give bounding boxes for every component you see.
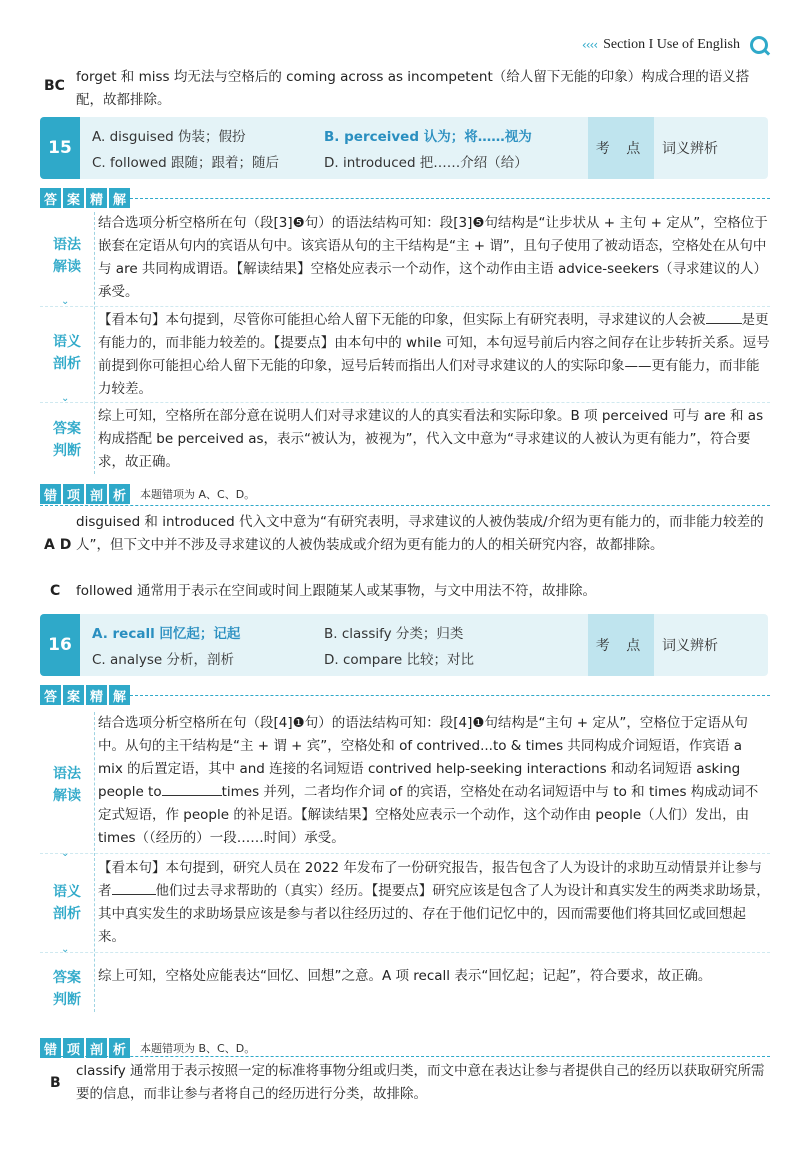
blank-line — [112, 894, 156, 895]
chevron-down-icon: ⌄ — [61, 848, 70, 859]
chevron-down-icon: ⌄ — [61, 296, 70, 307]
kaodian-label: 考 点 — [588, 117, 654, 179]
kaodian-label: 考 点 — [588, 614, 654, 676]
answer-judge-text: 综上可知，空格所在部分意在说明人们对寻求建议的人的真实看法和实际印象。B 项 perceived 可与 are 和 as 构成搭配 be perceived as，表示“被认为，被视为”，代入文中意为“寻求建议的人被认为更有能力”，符合要求，故正确。 — [98, 408, 764, 470]
semantic-label: 语义 剖析 — [53, 884, 81, 922]
divider — [40, 402, 770, 403]
grammar-label: 语法 解读 — [53, 766, 81, 804]
semantic-label: 语义 剖析 — [53, 334, 81, 372]
wrong-explanation: followed 通常用于表示在空间或时间上跟随某人或某事物，与文中用法不符，故排除。 — [76, 583, 596, 599]
explanation-text: forget 和 miss 均无法与空格后的 coming across as incompetent（给人留下无能的印象）构成合理的语义搭配，故都排除。 — [76, 69, 750, 108]
question-number: 16 — [40, 614, 80, 676]
wrong-explanation: classify 通常用于表示按照一定的标准将事物分组或归类，而文中意在表达让参与者提供自己的经历以获取研究所需要的信息，而非让参与者将自己的经历进行分类，故排除。 — [76, 1063, 765, 1102]
arrows-icon: ‹‹‹‹ — [581, 38, 598, 52]
option-a-correct: A. recall 回忆起；记起 — [92, 626, 241, 642]
option-d: D. compare 比较；对比 — [324, 652, 475, 668]
grammar-text: 结合选项分析空格所在句（段[3]❺句）的语法结构可知：段[3]❺句结构是“让步状从 + 主句 + 定从”，空格位于嵌套在定语从句内的宾语从句中。该宾语从句的主干结构是“主 + 谓”，且句子使用了被动语态，空格处在从句中与 are 共同构成谓语。【解读结果】空格处应表示一个动作，这个动作由主语 advice-seekers（寻求建议的人）承受。 — [98, 215, 768, 300]
option-letter: B — [50, 1075, 61, 1091]
divider — [40, 1056, 770, 1057]
section-header — [582, 36, 768, 54]
divider — [40, 853, 770, 854]
option-a: A. disguised 伪装；假扮 — [92, 129, 246, 145]
option-b: B. classify 分类；归类 — [324, 626, 464, 642]
divider — [94, 212, 95, 474]
kaodian-value: 词义辨析 — [662, 638, 718, 654]
divider — [40, 952, 770, 953]
wrong-options-tag: 错 项 剖 析 本题错项为 A、C、D。 — [40, 484, 255, 504]
grammar-text: 结合选项分析空格所在句（段[4]❶句）的语法结构可知：段[4]❶句结构是“主句 + 定从”，空格位于定语从句中。从句的主干结构是“主 + 谓 + 宾”，空格处和 of contrived...to & times 共同构成介词短语，作宾语 a mix 的后置定语，其中 and 连接的名词短语 contrived help-seeking interactions 和动名词短语 asking people to times 并列，二者均作介词 of 的宾语，空格处在动名词短语中与 to 和 times 构成动词不定式短语，作 people 的补足语。【解读结果】空格处应表示一个动作，这个动作由 people（人们）发出，由 times（（经历的）一段……时间）承受。 — [98, 715, 759, 846]
question-number: 15 — [40, 117, 80, 179]
divider — [130, 198, 770, 199]
search-icon[interactable] — [750, 36, 768, 54]
answer-judge-label: 答案 判断 — [53, 421, 81, 459]
answer-judge-label: 答案 判断 — [53, 970, 81, 1008]
wrong-options-tag: 错 项 剖 析 本题错项为 B、C、D。 — [40, 1038, 255, 1058]
grammar-label: 语法 解读 — [53, 237, 81, 275]
option-b-correct: B. perceived 认为；将……视为 — [324, 129, 532, 145]
question-box-16 — [40, 614, 768, 676]
divider — [40, 306, 770, 307]
divider — [130, 695, 770, 696]
blank-line — [162, 795, 222, 796]
blank-line — [706, 323, 742, 324]
kaodian-value: 词义辨析 — [662, 141, 718, 157]
semantic-text: 【看本句】本句提到，尽管你可能担心给人留下无能的印象，但实际上有研究表明，寻求建议的人会被 是更有能力的，而非能力较差的。【提要点】由本句中的 while 可知，本句逗号前后内容之间存在让步转折关系。逗号前提到你可能担心给人留下无能的印象，逗号后转而指出人们对寻求建议的人的实际印象——更有能力，而非能力较差。 — [98, 312, 770, 397]
section-title: Section I Use of English — [603, 37, 740, 52]
answer-judge-text: 综上可知，空格处应能表达“回忆、回想”之意。A 项 recall 表示“回忆起；记起”，符合要求，故正确。 — [98, 968, 712, 984]
question-box-15 — [40, 117, 768, 179]
semantic-text: 【看本句】本句提到，研究人员在 2022 年发布了一份研究报告，报告包含了人为设计的求助互动情景并让参与者 他们过去寻求帮助的（真实）经历。【提要点】研究应该是包含了人为设计和真实发生的两类求助场景，其中真实发生的求助场景应该是参与者以往经历过的、存在于他们记忆中的，因而需要他们将其回忆或回想起来。 — [98, 860, 770, 945]
divider — [94, 712, 95, 1012]
divider — [40, 505, 770, 506]
option-d: D. introduced 把……介绍（给） — [324, 155, 528, 171]
option-letter: A D — [44, 537, 72, 553]
option-c: C. analyse 分析，剖析 — [92, 652, 234, 668]
chevron-down-icon: ⌄ — [61, 944, 70, 955]
option-letter: C — [50, 583, 61, 599]
answer-analysis-tag: 答 案 精 解 — [40, 685, 130, 705]
answer-analysis-tag: 答 案 精 解 — [40, 188, 130, 208]
option-c: C. followed 跟随；跟着；随后 — [92, 155, 279, 171]
option-letter: BC — [44, 78, 65, 94]
chevron-down-icon: ⌄ — [61, 393, 70, 404]
wrong-explanation: disguised 和 introduced 代入文中意为“有研究表明，寻求建议的人被伪装成/介绍为更有能力的，而非能力较差的人”，但下文中并不涉及寻求建议的人被伪装成或介绍为更有能力的人的相关研究内容，故都排除。 — [76, 514, 764, 553]
